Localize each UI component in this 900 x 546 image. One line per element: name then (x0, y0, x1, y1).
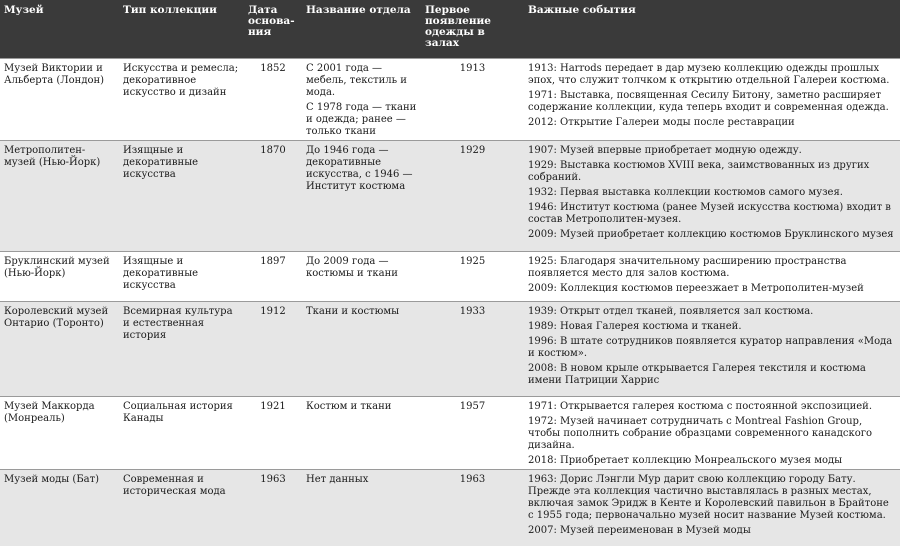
table-row (0, 58, 900, 140)
department-line: До 2009 года — костюмы и ткани (306, 255, 398, 279)
founded-cell: 1963 (244, 469, 302, 546)
department-line: Костюм и ткани (306, 400, 392, 412)
header-collection-type: Тип коллекции (119, 0, 244, 58)
events-cell (524, 251, 900, 301)
department-cell (302, 396, 421, 469)
event-item: 1971: Выставка, посвященная Сесилу Битону, заметно расширяет содержание коллекции, куда теперь входит и современная одежда. (528, 89, 889, 113)
event-item: 1946: Институт костюма (ранее Музей искусства костюма) входит в состав Метрополитен-музея. (528, 201, 891, 225)
museum-cell: Королевский музей Онтарио (Торонто) (0, 301, 119, 396)
event-item: 2009: Коллекция костюмов переезжает в Метрополитен-музей (528, 282, 864, 294)
first-appearance-cell: 1957 (421, 396, 524, 469)
department-line: С 1978 года — ткани и одежда; ранее — только ткани (306, 101, 417, 137)
table-row (0, 140, 900, 251)
header-museum: Музей (0, 0, 119, 58)
department-cell (302, 301, 421, 396)
event-item: 1932: Первая выставка коллекции костюмов самого музея. (528, 186, 843, 198)
department-cell (302, 58, 421, 140)
collection-type-cell: Изящные и декоративные искусства (119, 140, 244, 251)
events-cell (524, 396, 900, 469)
collection-type-cell: Всемирная культура и естественная история (119, 301, 244, 396)
first-appearance-cell: 1929 (421, 140, 524, 251)
event-item: 1907: Музей впервые приобретает модную одежду. (528, 144, 802, 156)
department-line: До 1946 года — декоративные искусства, с 1946 — Институт костюма (306, 144, 413, 192)
founded-cell: 1897 (244, 251, 302, 301)
founded-cell: 1912 (244, 301, 302, 396)
header-row (0, 0, 900, 58)
header-department: Название отдела (302, 0, 421, 58)
event-item: 1939: Открыт отдел тканей, появляется зал костюма. (528, 305, 814, 317)
events-cell (524, 469, 900, 546)
museum-cell: Метрополитен-музей (Нью-Йорк) (0, 140, 119, 251)
table-row (0, 251, 900, 301)
header-first-appearance: Первое появление одежды в залах (421, 0, 524, 58)
museum-cell: Музей Маккорда (Монреаль) (0, 396, 119, 469)
table-row (0, 396, 900, 469)
event-item: 1925: Благодаря значительному расширению пространства появляется место для залов костюма. (528, 255, 847, 279)
events-cell (524, 58, 900, 140)
department-cell (302, 469, 421, 546)
first-appearance-cell: 1925 (421, 251, 524, 301)
museum-cell: Музей моды (Бат) (0, 469, 119, 546)
table-row (0, 301, 900, 396)
collection-type-cell: Социальная история Канады (119, 396, 244, 469)
collection-type-cell: Искусства и ремесла; декоративное искусство и дизайн (119, 58, 244, 140)
museum-cell: Бруклинский музей (Нью-Йорк) (0, 251, 119, 301)
museum-cell: Музей Виктории и Альберта (Лондон) (0, 58, 119, 140)
event-item: 2018: Приобретает коллекцию Монреальского музея моды (528, 454, 843, 466)
department-line: С 2001 года — мебель, текстиль и мода. (306, 62, 407, 98)
founded-cell: 1921 (244, 396, 302, 469)
event-item: 1989: Новая Галерея костюма и тканей. (528, 320, 742, 332)
event-item: 1996: В штате сотрудников появляется куратор направления «Мода и костюм». (528, 335, 893, 359)
table-row (0, 469, 900, 546)
first-appearance-cell: 1913 (421, 58, 524, 140)
event-item: 1963: Дорис Лэнгли Мур дарит свою коллекцию городу Бату. Прежде эта коллекция частично выставлялась в разных местах, включая замок Эридж в Кенте и Королевский павильон в Брайтоне с 1955 года; первоначально музей носит название Музей костюма. (528, 473, 889, 521)
event-item: 1972: Музей начинает сотрудничать с Montreal Fashion Group, чтобы пополнить собрание образцами современного канадского дизайна. (528, 415, 873, 451)
collection-type-cell: Современная и историческая мода (119, 469, 244, 546)
events-cell (524, 140, 900, 251)
first-appearance-cell: 1933 (421, 301, 524, 396)
event-item: 1913: Harrods передает в дар музею коллекцию одежды прошлых эпох, что служит толчком к открытию отдельной Галереи костюма. (528, 62, 890, 86)
department-cell (302, 140, 421, 251)
event-item: 2007: Музей переименован в Музей моды (528, 524, 751, 536)
event-item: 1971: Открывается галерея костюма с постоянной экспозицией. (528, 400, 873, 412)
events-cell (524, 301, 900, 396)
event-item: 2008: В новом крыле открывается Галерея текстиля и костюма имени Патриции Харрис (528, 362, 866, 386)
founded-cell: 1852 (244, 58, 302, 140)
department-line: Нет данных (306, 473, 369, 485)
event-item: 1929: Выставка костюмов XVIII века, заимствованных из других собраний. (528, 159, 870, 183)
founded-cell: 1870 (244, 140, 302, 251)
header-founded: Дата основания (244, 0, 302, 58)
department-cell (302, 251, 421, 301)
event-item: 2009: Музей приобретает коллекцию костюмов Бруклинского музея (528, 228, 894, 240)
header-events: Важные события (524, 0, 900, 58)
collection-type-cell: Изящные и декоративные искусства (119, 251, 244, 301)
department-line: Ткани и костюмы (306, 305, 400, 317)
event-item: 2012: Открытие Галереи моды после реставрации (528, 116, 795, 128)
first-appearance-cell: 1963 (421, 469, 524, 546)
